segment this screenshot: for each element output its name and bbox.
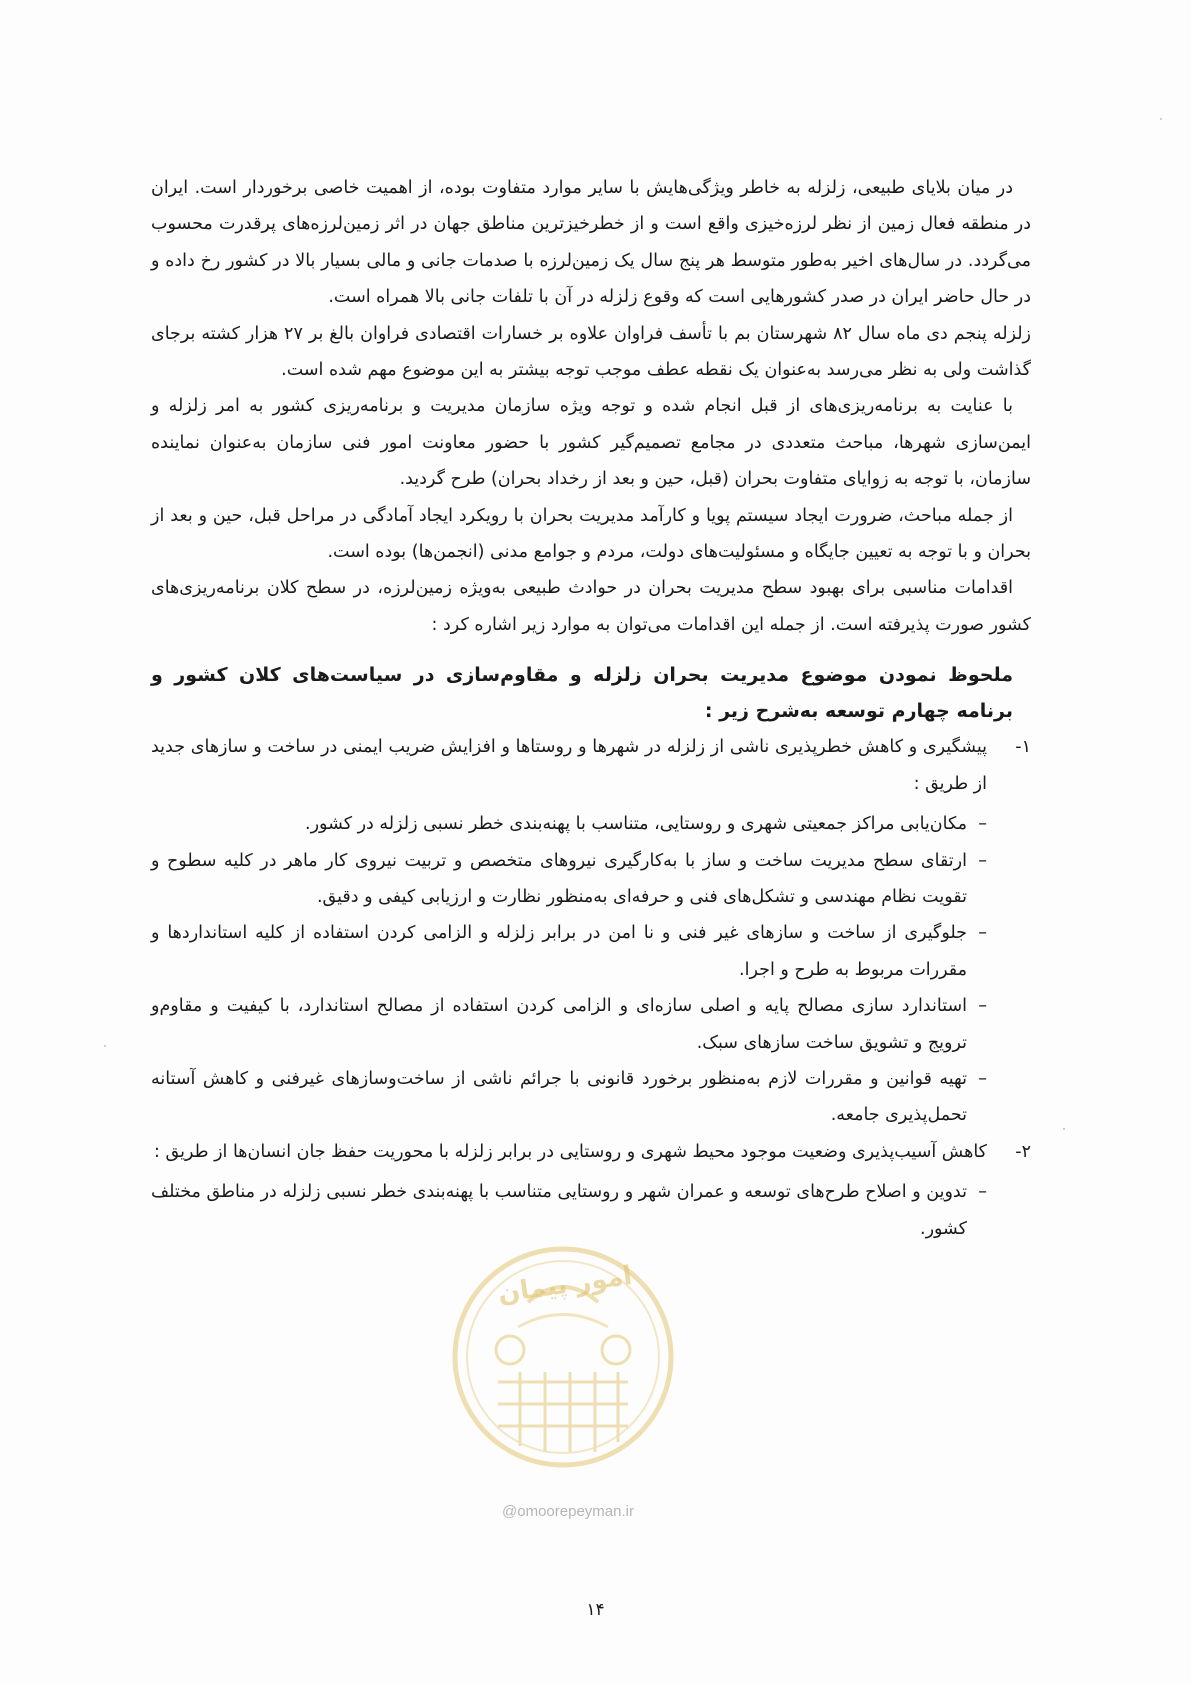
scan-mark [1063,1128,1065,1130]
bullet-text: تهیه قوانین و مقررات لازم به‌منظور برخورد قانونی با جرائم ناشی از ساخت‌وسازهای غیرفنی و کاهش آستانه تحمل‌پذیری جامعه. [151,1068,967,1126]
bullet-text: تدوین و اصلاح طرح‌های توسعه و عمران شهر و روستایی متناسب با پهنه‌بندی خطر نسبی زلزله در مناطق مختلف کشور. [151,1182,967,1239]
bullet-list-1 [151,806,1031,1134]
bullet-text: ارتقای سطح مدیریت ساخت و ساز با به‌کارگیری نیروهای متخصص و تربیت نیروی کار ماهر در کلیه سطوح و تقویت نظام مهندسی و تشکل‌های فنی و حرفه‌ای به‌منظور نظارت و ارزیابی کیفی و دقیق. [151,850,967,907]
list-item [151,843,987,916]
section-heading: ملحوظ نمودن موضوع مدیریت بحران زلزله و مقاوم‌سازی در سیاست‌های کلان کشور و برنامه چهارم توسعه به‌شرح زیر : [151,664,1013,723]
watermark-url: @omoorepeyman.ir [502,1503,634,1520]
scan-mark [1160,118,1162,120]
paragraph-5: اقدامات مناسبی برای بهبود سطح مدیریت بحران در حوادث طبیعی به‌ویژه زمین‌لرزه، در سطح کلان برنامه‌ریزی‌های کشور صورت پذیرفته است. از جمله این اقدامات می‌توان به موارد زیر اشاره کرد : [151,578,1031,635]
bullet-dash: – [978,996,987,1017]
document-body [151,170,1031,1247]
bullet-dash: – [978,850,987,871]
item-number: ۲- [1015,1141,1031,1162]
bullet-dash: – [978,923,987,944]
bullet-text: استاندارد سازی مصالح پایه و اصلی سازه‌ای و الزامی کردن استفاده از مصالح استاندارد، با کیفیت و مقاوم‌و ترویج و تشویق ساخت سازهای سبک. [151,996,967,1053]
numbered-item-2 [151,1134,1031,1170]
list-item [151,806,987,842]
paragraph-2: زلزله پنجم دی ماه سال ۸۲ شهرستان بم با تأسف فراوان علاوه بر خسارات اقتصادی فراوان بالغ بر ۲۷ هزار کشته برجای گذاشت ولی به نظر می‌رسد به‌عنوان یک نقطه عطف موجب توجه بیشتر به این موضوع مهم شده است. [151,323,1031,381]
paragraph-3: با عنایت به برنامه‌ریزی‌های از قبل انجام شده و توجه ویژه سازمان مدیریت و برنامه‌ریزی کشور به امر زلزله و ایمن‌سازی شهرها، مباحث متعددی در مجامع تصمیم‌گیر کشور با حضور معاونت امور فنی سازمان به‌عنوان نماینده سازمان، با توجه به زوایای متفاوت بحران (قبل، حین و بعد از رخداد بحران) طرح گردید. [151,396,1031,490]
page-number: ۱۴ [586,1600,605,1620]
paragraph-4: از جمله مباحث، ضرورت ایجاد سیستم پویا و کارآمد مدیریت بحران با رویکرد ایجاد آمادگی در مراحل قبل، حین و بعد از بحران و با توجه به تعیین جایگاه و مسئولیت‌های دولت، مردم و جوامع مدنی (انجمن‌ها) بوده است. [151,505,1031,563]
list-item [151,988,987,1061]
item-number: ۱- [1015,737,1031,758]
bullet-dash: – [978,814,987,835]
bullet-text: مکان‌یابی مراکز جمعیتی شهری و روستایی، متناسب با پهنه‌بندی خطر نسبی زلزله در کشور. [305,814,967,835]
bullet-dash: – [978,1182,987,1203]
list-item [151,915,987,988]
item-text: کاهش آسیب‌پذیری وضعیت موجود محیط شهری و روستایی در برابر زلزله با محوریت حفظ جان انسان‌ها از طریق : [154,1141,987,1162]
paragraph-1: در میان بلایای طبیعی، زلزله به خاطر ویژگی‌هایش با سایر موارد متفاوت بوده، از اهمیت خاصی برخوردار است. ایران در منطقه فعال زمین از نظر لرزه‌خیزی واقع است و از خطرخیزترین مناطق جهان در اثر زمین‌لرزه‌های پرقدرت محسوب می‌گردد. در سال‌های اخیر به‌طور متوسط هر پنج سال یک زمین‌لرزه با صدمات جانی و مالی بسیار بالا در کشور رخ داده و در حال حاضر ایران در صدر کشورهایی است که وقوع زلزله در آن با تلفات جانی بالا همراه است. [151,178,1031,308]
watermark-logo-text: امور پیمان [496,1260,634,1310]
list-item [151,1174,987,1247]
bullet-list-2 [151,1174,1031,1247]
bullet-dash: – [978,1068,987,1089]
bullet-text: جلوگیری از ساخت و سازهای غیر فنی و نا امن در برابر زلزله و الزامی کردن استفاده از کلیه استانداردها و مقررات مربوط به طرح و اجرا. [151,923,967,980]
list-item [151,1061,987,1134]
item-text: پیشگیری و کاهش خطرپذیری ناشی از زلزله در شهرها و روستاها و افزایش ضریب ایمنی در ساخت و سازهای جدید از طریق : [151,737,987,794]
numbered-item-1 [151,729,1031,802]
scan-mark [104,1045,106,1047]
